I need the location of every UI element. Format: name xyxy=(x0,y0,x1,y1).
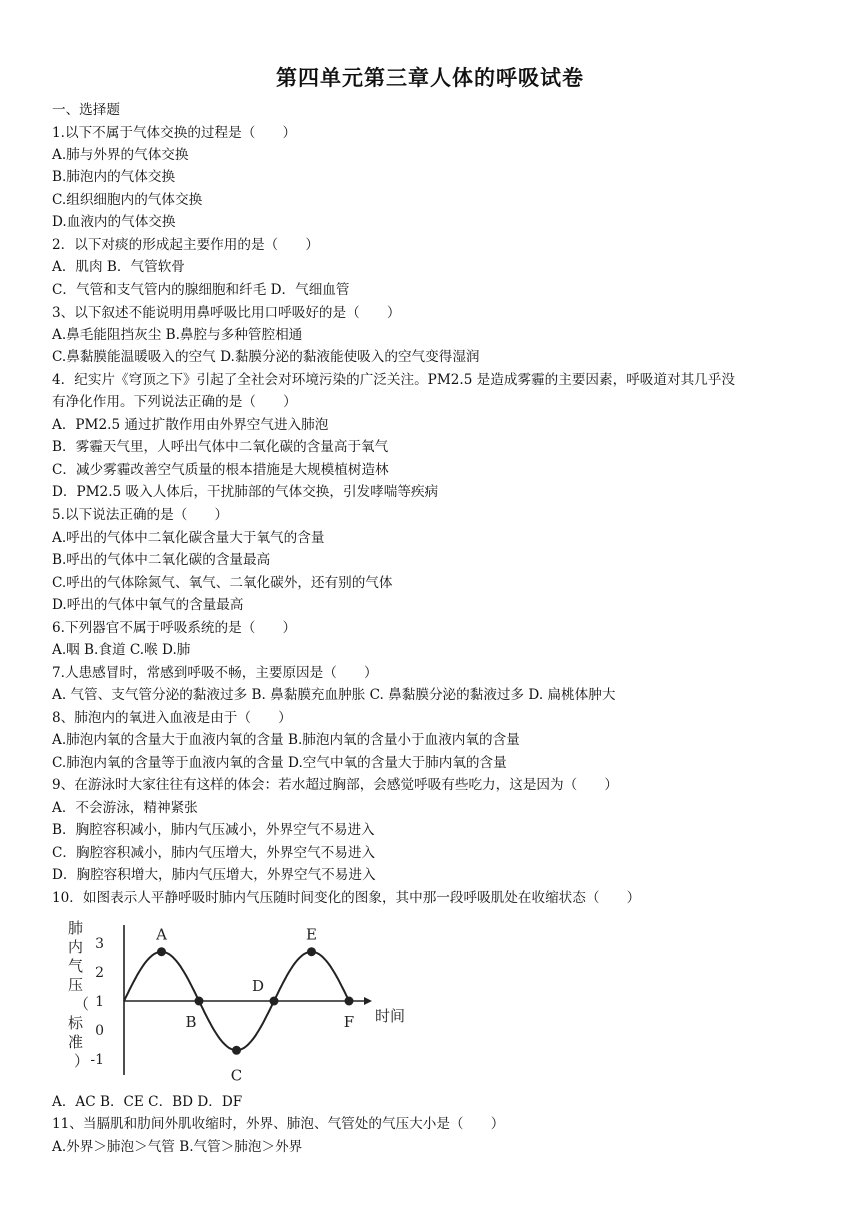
text-line: 10．如图表示人平静呼吸时肺内气压随时间变化的图象，其中那一段呼吸肌处在收缩状态（ ） xyxy=(52,890,641,906)
x-axis-arrow xyxy=(364,997,372,1005)
text-line: A．肌肉 B．气管软骨 xyxy=(52,259,185,275)
text-line: D．PM2.5 吸入人体后，干扰肺部的气体交换，引发哮喘等疾病 xyxy=(52,484,439,500)
y-axis-label: 肺内气压（标准） xyxy=(68,919,90,1070)
text-line: 1.以下不属于气体交换的过程是（ ） xyxy=(52,125,297,141)
text-line: 8、肺泡内的氧进入血液是由于（ ） xyxy=(52,710,292,726)
y-tick-label: -1 xyxy=(90,1052,104,1068)
text-line: 7.人患感冒时，常感到呼吸不畅，主要原因是（ ） xyxy=(52,665,378,681)
text-line: B.呼出的气体中二氧化碳的含量最高 xyxy=(52,552,271,568)
point-label-a: A xyxy=(156,925,167,944)
text-line: D.血液内的气体交换 xyxy=(52,214,176,230)
text-line: A．不会游泳，精神紧张 xyxy=(52,800,198,816)
text-line: 2．以下对痰的形成起主要作用的是（ ） xyxy=(52,237,319,253)
point-c xyxy=(232,1046,241,1055)
y-tick-label: 3 xyxy=(95,936,104,952)
point-d xyxy=(270,997,279,1006)
text-line: 5.以下说法正确的是（ ） xyxy=(52,507,229,523)
point-label-b: B xyxy=(185,1013,197,1031)
text-line: D．胸腔容积增大，肺内气压增大，外界空气不易进入 xyxy=(52,867,376,883)
point-a xyxy=(157,947,166,956)
point-e xyxy=(307,947,316,956)
y-tick-label: 0 xyxy=(95,1023,104,1039)
text-line: C.组织细胞内的气体交换 xyxy=(52,192,203,208)
text-line: A.肺与外界的气体交换 xyxy=(52,147,189,163)
text-line: B.肺泡内的气体交换 xyxy=(52,169,176,185)
text-line: C.呼出的气体除氮气、氧气、二氧化碳外，还有别的气体 xyxy=(52,575,393,591)
pressure-graph-svg xyxy=(60,915,410,1085)
text-line: 一、选择题 xyxy=(52,102,120,118)
text-line: A.咽 B.食道 C.喉 D.肺 xyxy=(52,642,191,658)
text-line: B．雾霾天气里，人呼出气体中二氧化碳的含量高于氧气 xyxy=(52,439,389,455)
text-line: 有净化作用。下列说法正确的是（ ） xyxy=(52,394,297,410)
y-tick-label: 2 xyxy=(95,965,104,981)
text-line: 11、当膈肌和肋间外肌收缩时，外界、肺泡、气管处的气压大小是（ ） xyxy=(52,1116,505,1132)
text-line: C.鼻黏膜能温暖吸入的空气 D.黏膜分泌的黏液能使吸入的空气变得湿润 xyxy=(52,349,480,365)
point-label-f: F xyxy=(343,1013,355,1031)
point-label-c: C xyxy=(230,1066,243,1085)
text-line: C．胸腔容积减小，肺内气压增大，外界空气不易进入 xyxy=(52,845,376,861)
text-line: A．AC B．CE C．BD D．DF xyxy=(52,1094,243,1110)
text-line: 9、在游泳时大家往往有这样的体会：若水超过胸部，会感觉呼吸有些吃力，这是因为（ ） xyxy=(52,777,618,793)
text-line: A.外界＞肺泡＞气管 B.气管＞肺泡＞外界 xyxy=(52,1139,303,1155)
text-line: A.鼻毛能阻挡灰尘 B.鼻腔与多种管腔相通 xyxy=(52,327,303,343)
text-line: A．PM2.5 通过扩散作用由外界空气进入肺泡 xyxy=(52,417,329,433)
text-line: 3、以下叙述不能说明用鼻呼吸比用口呼吸好的是（ ） xyxy=(52,305,401,321)
text-line: B．胸腔容积减小，肺内气压减小，外界空气不易进入 xyxy=(52,822,375,838)
text-line: C．减少雾霾改善空气质量的根本措施是大规模植树造林 xyxy=(52,462,389,478)
text-line: A. 气管、支气管分泌的黏液过多 B. 鼻黏膜充血肿胀 C. 鼻黏膜分泌的黏液过多 D. 扁桃体肿大 xyxy=(52,687,616,703)
point-label-e: E xyxy=(306,925,317,944)
text-line: D.呼出的气体中氧气的含量最高 xyxy=(52,597,244,613)
text-line: A.肺泡内氧的含量大于血液内氧的含量 B.肺泡内氧的含量小于血液内氧的含量 xyxy=(52,732,520,748)
text-line: 4．纪实片《穹顶之下》引起了全社会对环境污染的广泛关注。PM2.5 是造成雾霾的主要因素，呼吸道对其几乎没 xyxy=(52,372,735,388)
x-axis-label: 时间 xyxy=(375,1007,406,1025)
text-line: A.呼出的气体中二氧化碳含量大于氧气的含量 xyxy=(52,530,325,546)
point-f xyxy=(345,997,354,1006)
pressure-graph xyxy=(60,915,410,1085)
text-line: 6.下列器官不属于呼吸系统的是（ ） xyxy=(52,620,297,636)
y-tick-label: 1 xyxy=(95,994,104,1010)
page-title: 第四单元第三章人体的呼吸试卷 xyxy=(276,66,584,90)
point-b xyxy=(195,997,204,1006)
text-line: C.肺泡内氧的含量等于血液内氧的含量 D.空气中氧的含量大于肺内氧的含量 xyxy=(52,755,507,771)
point-label-d: D xyxy=(251,977,265,995)
text-line: C．气管和支气管内的腺细胞和纤毛 D．气细血管 xyxy=(52,282,350,298)
